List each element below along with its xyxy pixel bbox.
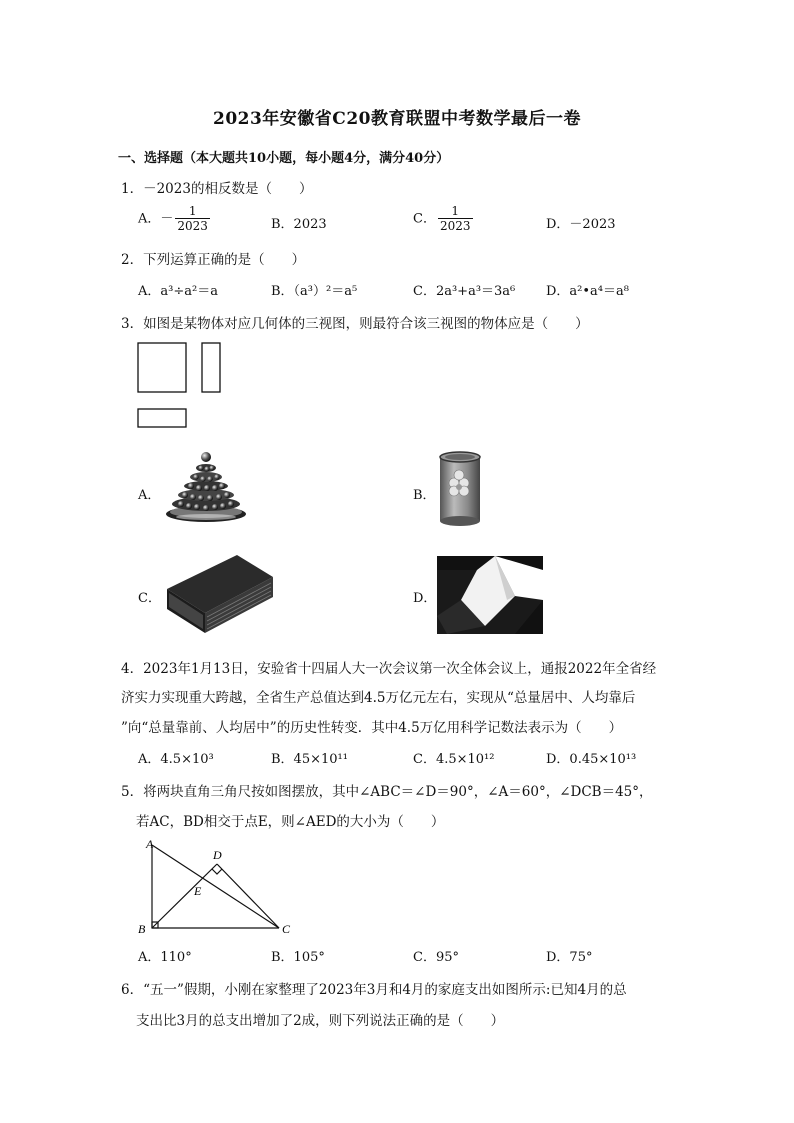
q1-option-d: D．－2023: [546, 217, 616, 232]
q4-option-d: D．0.45×10¹³: [546, 752, 637, 767]
question-6-line-2: 支出比3月的总支出增加了2成，则下列说法正确的是（ ）: [136, 1013, 505, 1029]
point-e-label: E: [194, 884, 202, 898]
point-a-label: A: [146, 837, 154, 851]
q2-option-b: B．（a³）²＝a⁵: [271, 284, 358, 299]
question-4-line-2: 济实力实现重大跨越，全省生产总值达到4.5万亿元左右，实现从“总量居中、人均靠后: [121, 690, 636, 706]
question-5-line-2: 若AC，BD相交于点E，则∠AED的大小为（ ）: [136, 814, 445, 830]
q3-option-d-label: D．: [413, 591, 437, 606]
point-c-label: C: [282, 922, 291, 936]
q2-option-c: C．2a³+a³＝3a⁶: [413, 284, 516, 299]
q5-option-c: C．95°: [413, 950, 459, 965]
fraction: $\frac{1}{2023}$: [177, 204, 208, 233]
triangular-prism-image: [437, 556, 543, 634]
thick-book-image: [165, 553, 275, 635]
section-heading: 一、选择题（本大题共10小题，每小题4分，满分40分）: [118, 151, 450, 166]
question-3-stem: 3．如图是某物体对应几何体的三视图，则最符合该三视图的物体应是（ ）: [121, 316, 589, 332]
page-title: 2023年安徽省C20教育联盟中考数学最后一卷: [212, 109, 581, 129]
q3-option-a-label: A．: [138, 488, 161, 503]
q1-option-b: B．2023: [271, 217, 327, 232]
question-2-stem: 2．下列运算正确的是（ ）: [121, 252, 306, 268]
question-5-line-1: 5．将两块直角三角尺按如图摆放，其中∠ABC＝∠D＝90°，∠A＝60°，∠DCB＝45°，: [121, 784, 653, 800]
q5-option-d: D．75°: [546, 950, 593, 965]
triangle-geometry-figure: [136, 835, 296, 937]
q4-option-b: B．45×10¹¹: [271, 752, 348, 767]
q2-option-a: A．a³÷a²＝a: [138, 284, 218, 299]
point-d-label: D: [213, 848, 222, 862]
q3-option-b-label: B．: [413, 488, 436, 503]
three-view-drawing: [136, 340, 226, 432]
q1-option-a: A．－ $\frac{1}{2023}$: [138, 204, 208, 233]
fraction: $\frac{1}{2023}$: [439, 204, 471, 233]
q2-option-d: D．a²•a⁴＝a⁸: [546, 284, 629, 299]
q5-option-b: B．105°: [271, 950, 325, 965]
q1-option-c: C． $\frac{1}{2023}$: [413, 204, 471, 233]
beaded-cone-ornament-image: [163, 448, 249, 526]
q5-option-a: A．110°: [138, 950, 192, 965]
point-b-label: B: [138, 922, 146, 936]
question-6-line-1: 6．“五一”假期，小刚在家整理了2023年3月和4月的家庭支出如图所示:已知4月的总: [121, 982, 627, 998]
question-4-line-1: 4．2023年1月13日，安验省十四届人大一次会议第一次全体会议上，通报2022年全省经: [121, 661, 657, 677]
cylinder-can-image: [437, 451, 483, 527]
question-1-stem: 1．－2023的相反数是（ ）: [121, 181, 313, 197]
q3-option-c-label: C．: [138, 591, 161, 606]
q4-option-c: C．4.5×10¹²: [413, 752, 495, 767]
question-4-line-3: ”向“总量靠前、人均居中”的历史性转变．其中4.5万亿用科学记数法表示为（ ）: [121, 720, 623, 736]
q4-option-a: A．4.5×10³: [138, 752, 214, 767]
